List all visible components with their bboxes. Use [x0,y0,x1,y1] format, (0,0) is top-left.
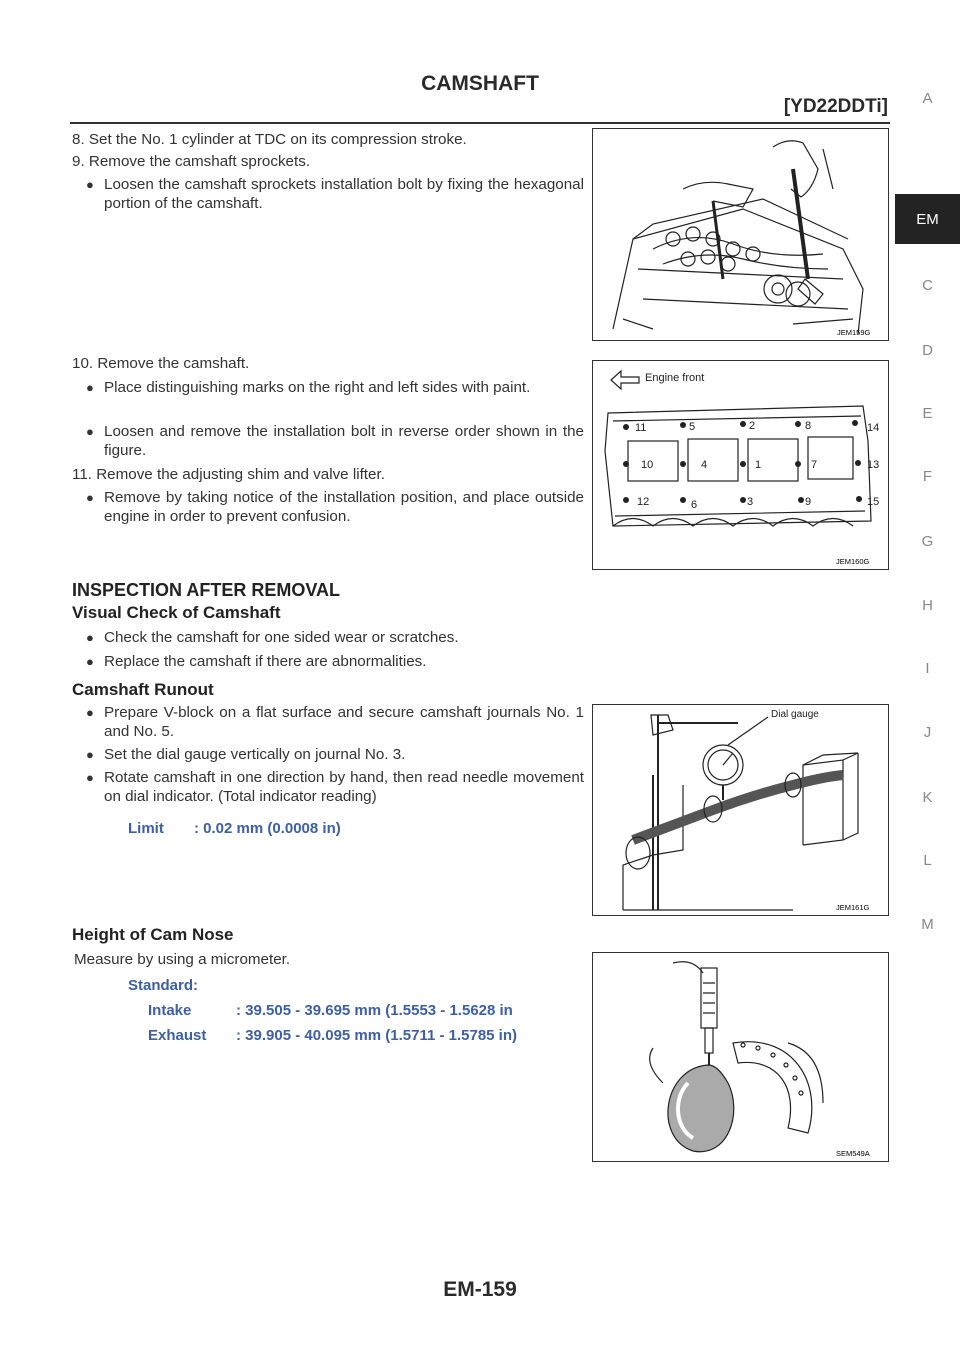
bolt-number: 3 [747,496,754,508]
section-tab-a[interactable]: A [922,90,933,107]
bullet-text: Loosen and remove the installation bolt in reverse order shown in the figure. [104,423,584,459]
bullet-text: Set the dial gauge vertically on journal No. 3. [104,746,406,763]
step-9-bullet-1 [86,175,584,213]
section-tab-em[interactable]: EM [895,194,960,244]
cam-nose-heading: Height of Cam Nose [72,925,234,944]
section-tab-f[interactable]: F [922,468,933,485]
step-9: 9. Remove the camshaft sprockets. [72,153,311,170]
visual-bullet-2 [86,652,584,671]
step-11-bullet-1 [86,488,584,526]
runout-limit-label: Limit [128,820,164,837]
bullet-text: Loosen the camshaft sprockets installation bolt by fixing the hexagonal portion of the camshaft. [104,176,584,212]
engine-front-arrow-icon [611,371,639,389]
bolt-number: 7 [811,459,818,471]
bolt-number: 15 [867,496,880,508]
bolt-number: 12 [637,496,650,508]
bullet-icon: ● [86,747,94,762]
bullet-icon: ● [86,630,94,645]
step-10-bullet-2 [86,422,584,460]
section-tab-h[interactable]: H [922,597,933,614]
runout-heading: Camshaft Runout [72,680,214,699]
section-tab-i[interactable]: I [925,660,930,677]
page-number: EM-159 [443,1278,517,1301]
figure-code: SEM549A [836,1149,870,1158]
bullet-icon: ● [86,424,94,439]
figure-sprocket-removal [592,128,889,341]
bullet-text: Rotate camshaft in one direction by hand, then read needle movement on dial indicator. (Total indicator reading) [104,769,584,805]
bullet-text: Replace the camshaft if there are abnormalities. [104,653,427,670]
bullet-text: Remove by taking notice of the installation position, and place outside engine in order to prevent confusion. [104,489,584,525]
bolt-number: 9 [805,496,812,508]
dial-gauge-label: Dial gauge [771,709,819,720]
bullet-icon: ● [86,177,94,192]
bolt-number: 6 [691,499,698,511]
figure-code: JEM160G [836,557,870,566]
intake-label: Intake [148,1002,192,1019]
bolt-number: 10 [641,459,654,471]
bolt-number: 13 [867,459,880,471]
header-divider [70,122,890,124]
runout-bullet-3 [86,768,584,806]
visual-check-heading: Visual Check of Camshaft [72,603,281,622]
step-10: 10. Remove the camshaft. [72,355,250,372]
bolt-order-illustration [593,361,888,569]
section-tab-l[interactable]: L [923,852,932,869]
step-8: 8. Set the No. 1 cylinder at TDC on its compression stroke. [72,131,467,148]
bullet-text: Place distinguishing marks on the right and left sides with paint. [104,379,531,396]
dial-gauge-illustration [593,705,888,915]
bullet-text: Prepare V-block on a flat surface and secure camshaft journals No. 1 and No. 5. [104,704,584,740]
section-tab-g[interactable]: G [921,533,934,550]
bolt-number: 2 [749,420,756,432]
section-tab-j[interactable]: J [923,724,932,741]
standard-label: Standard: [128,977,199,994]
figure-bolt-order [592,360,889,570]
engine-front-label: Engine front [645,372,705,384]
bolt-number: 4 [701,459,708,471]
figure-code: JEM159G [837,328,871,337]
page-title: CAMSHAFT [421,72,539,95]
section-tab-m[interactable]: M [921,916,934,933]
bullet-icon: ● [86,490,94,505]
bullet-icon: ● [86,380,94,395]
step-10-bullet-1 [86,378,584,397]
intake-value: : 39.505 - 39.695 mm (1.5553 - 1.5628 in [236,1002,513,1019]
bolt-number: 11 [635,422,647,434]
runout-bullet-2 [86,745,584,764]
figure-code: JEM161G [836,903,870,912]
section-tab-d[interactable]: D [922,342,933,359]
engine-model: [YD22DDTi] [783,96,888,117]
inspection-heading: INSPECTION AFTER REMOVAL [72,580,341,600]
figure-dial-gauge [592,704,889,916]
section-tab-c[interactable]: C [922,277,933,294]
bullet-icon: ● [86,705,94,720]
bullet-icon: ● [86,770,94,785]
cam-nose-text: Measure by using a micrometer. [74,951,291,968]
step-11: 11. Remove the adjusting shim and valve lifter. [72,466,385,483]
bolt-number: 5 [689,421,696,433]
bullet-icon: ● [86,654,94,669]
bullet-text: Check the camshaft for one sided wear or scratches. [104,629,459,646]
runout-bullet-1 [86,703,584,741]
sprocket-removal-illustration [593,129,888,340]
section-tab-e[interactable]: E [922,405,933,422]
micrometer-illustration [593,953,888,1161]
visual-bullet-1 [86,628,584,647]
bolt-number: 1 [755,459,762,471]
bolt-number: 8 [805,420,812,432]
exhaust-value: : 39.905 - 40.095 mm (1.5711 - 1.5785 in) [236,1027,518,1044]
bolt-number: 14 [867,422,880,434]
runout-limit-value: : 0.02 mm (0.0008 in) [194,820,341,837]
figure-micrometer [592,952,889,1162]
section-tab-k[interactable]: K [922,789,933,806]
exhaust-label: Exhaust [148,1027,207,1044]
